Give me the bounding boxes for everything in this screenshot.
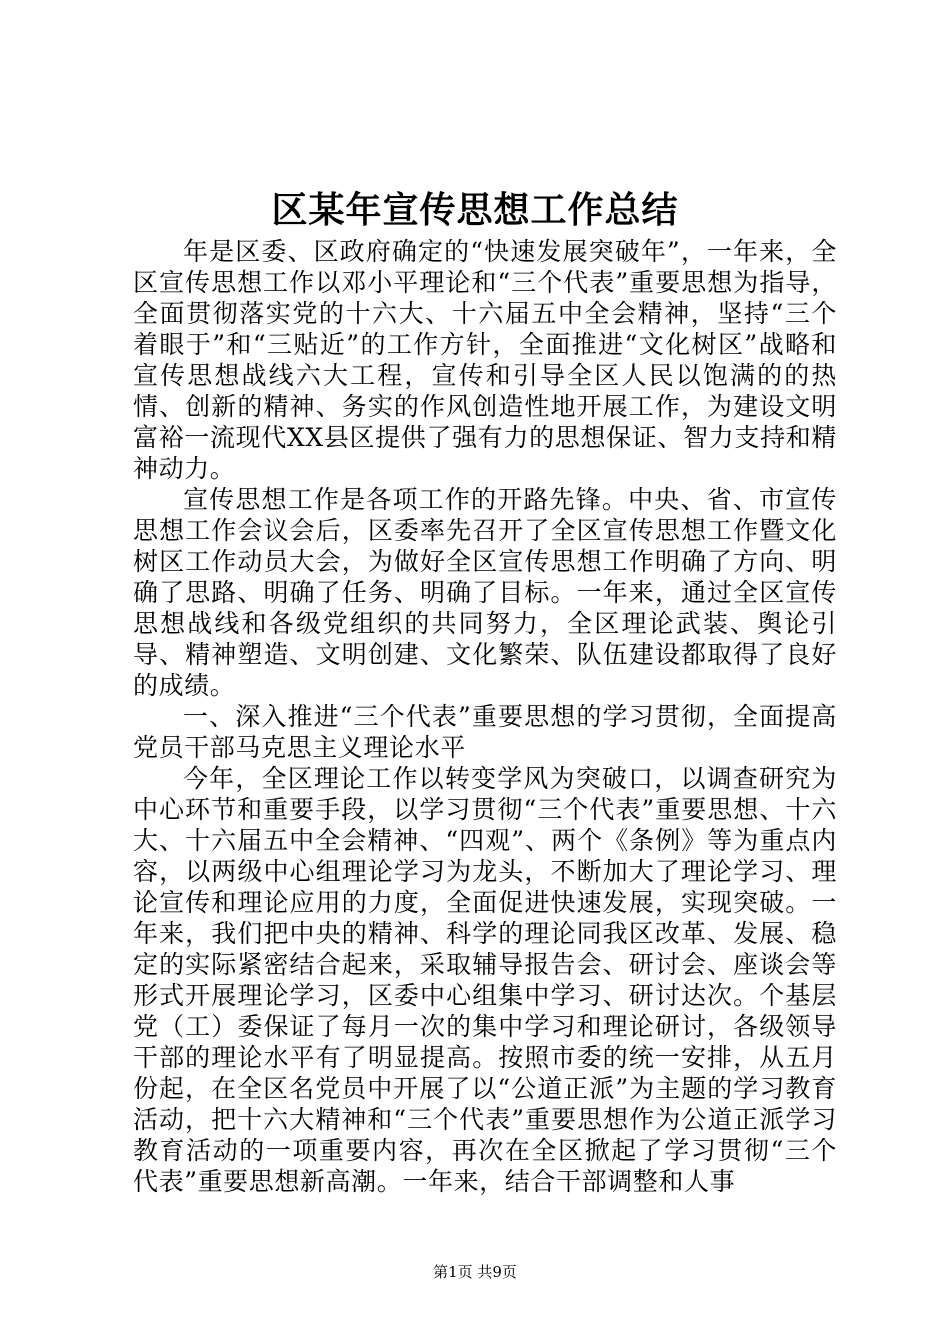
page-footer: 第1页 共9页: [433, 1263, 517, 1281]
document-body: [133, 236, 837, 1197]
paragraph-intro: 年是区委、区政府确定的“快速发展突破年”，一年来，全区宣传思想工作以邓小平理论和“三个代表”重要思想为指导，全面贯彻落实党的十六大、十六届五中全会精神，坚持“三个着眼于”和“三贴近”的工作方针，全面推进“文化树区”战略和宣传思想战线六大工程，宣传和引导全区人民以饱满的的热情、创新的精神、务实的作风创造性地开展工作，为建设文明富裕一流现代XX县区提供了强有力的思想保证、智力支持和精神动力。: [133, 237, 837, 483]
paragraph-overview: 宣传思想工作是各项工作的开路先锋。中央、省、市宣传思想工作会议会后，区委率先召开了全区宣传思想工作暨文化树区工作动员大会，为做好全区宣传思想工作明确了方向、明确了思路、明确了任务、明确了目标。一年来，通过全区宣传思想战线和各级党组织的共同努力，全区理论武装、舆论引导、精神塑造、文明创建、文化繁荣、队伍建设都取得了良好的成绩。: [133, 485, 837, 700]
paragraph-theory-work: 今年，全区理论工作以转变学风为突破口，以调查研究为中心环节和重要手段，以学习贯彻“三个代表”重要思想、十六大、十六届五中全会精神、“四观”、两个《条例》等为重点内容，以两级中心组理论学习为龙头，不断加大了理论学习、理论宣传和理论应用的力度，全面促进快速发展，实现突破。一年来，我们把中央的精神、科学的理论同我区改革、发展、稳定的实际紧密结合起来，采取辅导报告会、研讨会、座谈会等形式开展理论学习，区委中心组集中学习、研讨达次。个基层党（工）委保证了每月一次的集中学习和理论研讨，各级领导干部的理论水平有了明显提高。按照市委的统一安排，从五月份起，在全区名党员中开展了以“公道正派”为主题的学习教育活动，把十六大精神和“三个代表”重要思想作为公道正派学习教育活动的一项重要内容，再次在全区掀起了学习贯彻“三个代表”重要思想新高潮。一年来，结合干部调整和人事: [133, 764, 837, 1196]
section-heading-1: 一、深入推进“三个代表”重要思想的学习贯彻，全面提高党员干部马克思主义理论水平: [133, 702, 837, 762]
document-title: 区某年宣传思想工作总结: [271, 189, 679, 231]
